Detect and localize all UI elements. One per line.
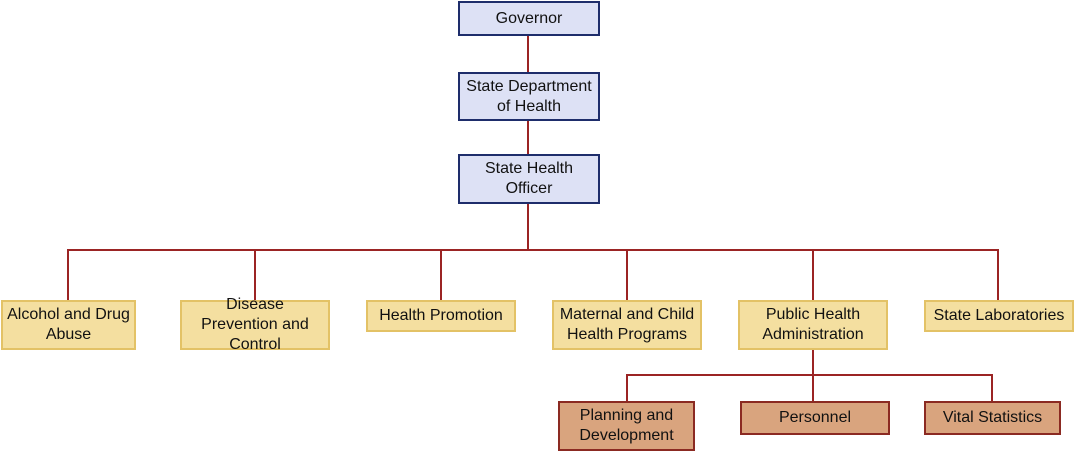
unit-vital-statistics (924, 401, 1061, 435)
division-label: State Laboratories (933, 307, 1065, 324)
connector-drop-labs (997, 249, 999, 300)
unit-label: Vital Statistics (942, 409, 1043, 426)
division-label: Health Promotion (379, 307, 503, 324)
department-label: State Department of Health (466, 77, 592, 115)
division-label: Public Health Administration (762, 306, 864, 343)
connector-department-officer (527, 120, 529, 154)
division-label: Disease Prevention and Control (201, 296, 309, 353)
governor-box (458, 1, 600, 36)
division-disease (180, 296, 330, 353)
governor-label: Governor (495, 9, 563, 27)
connector-division-bus (67, 249, 999, 251)
division-maternal (552, 300, 702, 350)
division-labs (924, 300, 1074, 332)
connector-drop-promotion (440, 249, 442, 300)
officer-box (458, 154, 600, 204)
connector-drop-alcohol (67, 249, 69, 300)
connector-drop-personnel (812, 374, 814, 402)
connector-drop-planning (626, 374, 628, 402)
department-box (458, 72, 600, 121)
division-label: Maternal and Child Health Programs (559, 306, 695, 343)
division-label: Alcohol and Drug Abuse (7, 306, 130, 343)
connector-drop-disease (254, 249, 256, 300)
connector-drop-vital (991, 374, 993, 402)
connector-drop-admin (812, 249, 814, 300)
division-promotion (366, 300, 516, 332)
division-admin (738, 300, 888, 350)
connector-admin-units (812, 349, 814, 375)
officer-label: State Health Officer (484, 160, 574, 197)
unit-label: Planning and Development (579, 407, 674, 444)
division-alcohol (1, 300, 136, 350)
unit-label: Personnel (778, 409, 852, 426)
connector-drop-maternal (626, 249, 628, 300)
connector-unit-bus (626, 374, 993, 376)
connector-governor-department (527, 35, 529, 72)
unit-planning (558, 401, 695, 451)
unit-personnel (740, 401, 890, 435)
connector-officer-bus (527, 203, 529, 250)
